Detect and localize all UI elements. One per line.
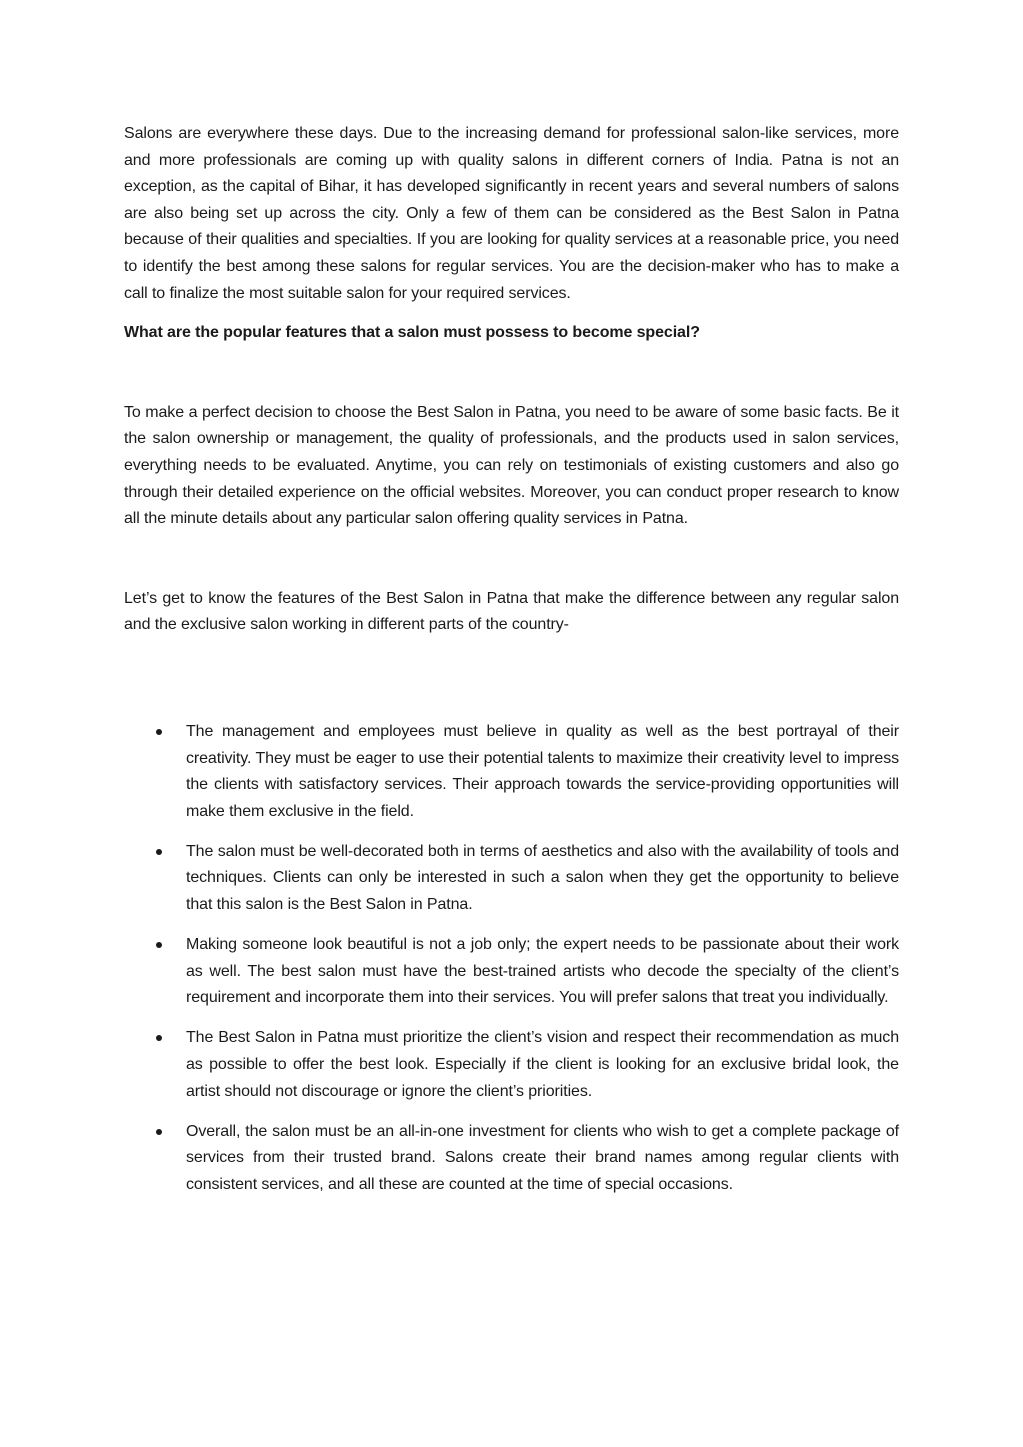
- features-intro-paragraph: Let’s get to know the features of the Best Salon in Patna that make the difference between any regular salon and the exclusive salon working in different parts of the country-: [124, 589, 899, 634]
- list-item: [124, 839, 899, 919]
- list-item: [124, 1119, 899, 1199]
- decision-paragraph: To make a perfect decision to choose the Best Salon in Patna, you need to be aware of some basic facts. Be it the salon ownership or management, the quality of professionals, and the products used in salon services, everything needs to be evaluated. Anytime, you can rely on testimonials of existing customers and also go through their detailed experience on the official websites. Moreover, you can conduct proper research to know all the minute details about any particular salon offering quality services in Patna.: [124, 403, 899, 528]
- bullet-icon: [156, 1035, 162, 1041]
- bullet-icon: [156, 942, 162, 948]
- bullet-icon: [156, 849, 162, 855]
- list-item: [124, 1025, 899, 1105]
- bullet-icon: [156, 1129, 162, 1135]
- list-item: [124, 932, 899, 1012]
- intro-paragraph: Salons are everywhere these days. Due to the increasing demand for professional salon-like services, more and more professionals are coming up with quality salons in different corners of India. Patna is not an exception, as the capital of Bihar, it has developed significantly in recent years and several numbers of salons are also being set up across the city. Only a few of them can be considered as the Best Salon in Patna because of their qualities and specialties. If you are looking for quality services at a reasonable price, you need to identify the best among these salons for regular services. You are the decision-maker who has to make a call to finalize the most suitable salon for your required services.: [124, 125, 899, 302]
- bullet-icon: [156, 729, 162, 735]
- document-body: [124, 121, 899, 1212]
- list-item-text: Making someone look beautiful is not a job only; the expert needs to be passionate about their work as well. The best salon must have the best-trained artists who decode the specialty of the client’s requirement and incorporate them into their services. You will prefer salons that treat you individually.: [186, 936, 899, 1007]
- list-item-text: The management and employees must believe in quality as well as the best portrayal of their creativity. They must be eager to use their potential talents to maximize their creativity level to impress the clients with satisfactory services. Their approach towards the service-providing opportunities will make them exclusive in the field.: [186, 722, 899, 820]
- features-list: [124, 719, 899, 1199]
- list-item-text: The Best Salon in Patna must prioritize the client’s vision and respect their recommendation as much as possible to offer the best look. Especially if the client is looking for an exclusive bridal look, the artist should not discourage or ignore the client’s priorities.: [186, 1029, 899, 1100]
- list-item-text: The salon must be well-decorated both in terms of aesthetics and also with the availability of tools and techniques. Clients can only be interested in such a salon when they get the opportunity to believe that this salon is the Best Salon in Patna.: [186, 842, 899, 913]
- list-item: [124, 719, 899, 825]
- list-item-text: Overall, the salon must be an all-in-one investment for clients who wish to get a complete package of services from their trusted brand. Salons create their brand names among regular clients with consistent services, and all these are counted at the time of special occasions.: [186, 1122, 899, 1193]
- section-heading: What are the popular features that a salon must possess to become special?: [124, 324, 700, 342]
